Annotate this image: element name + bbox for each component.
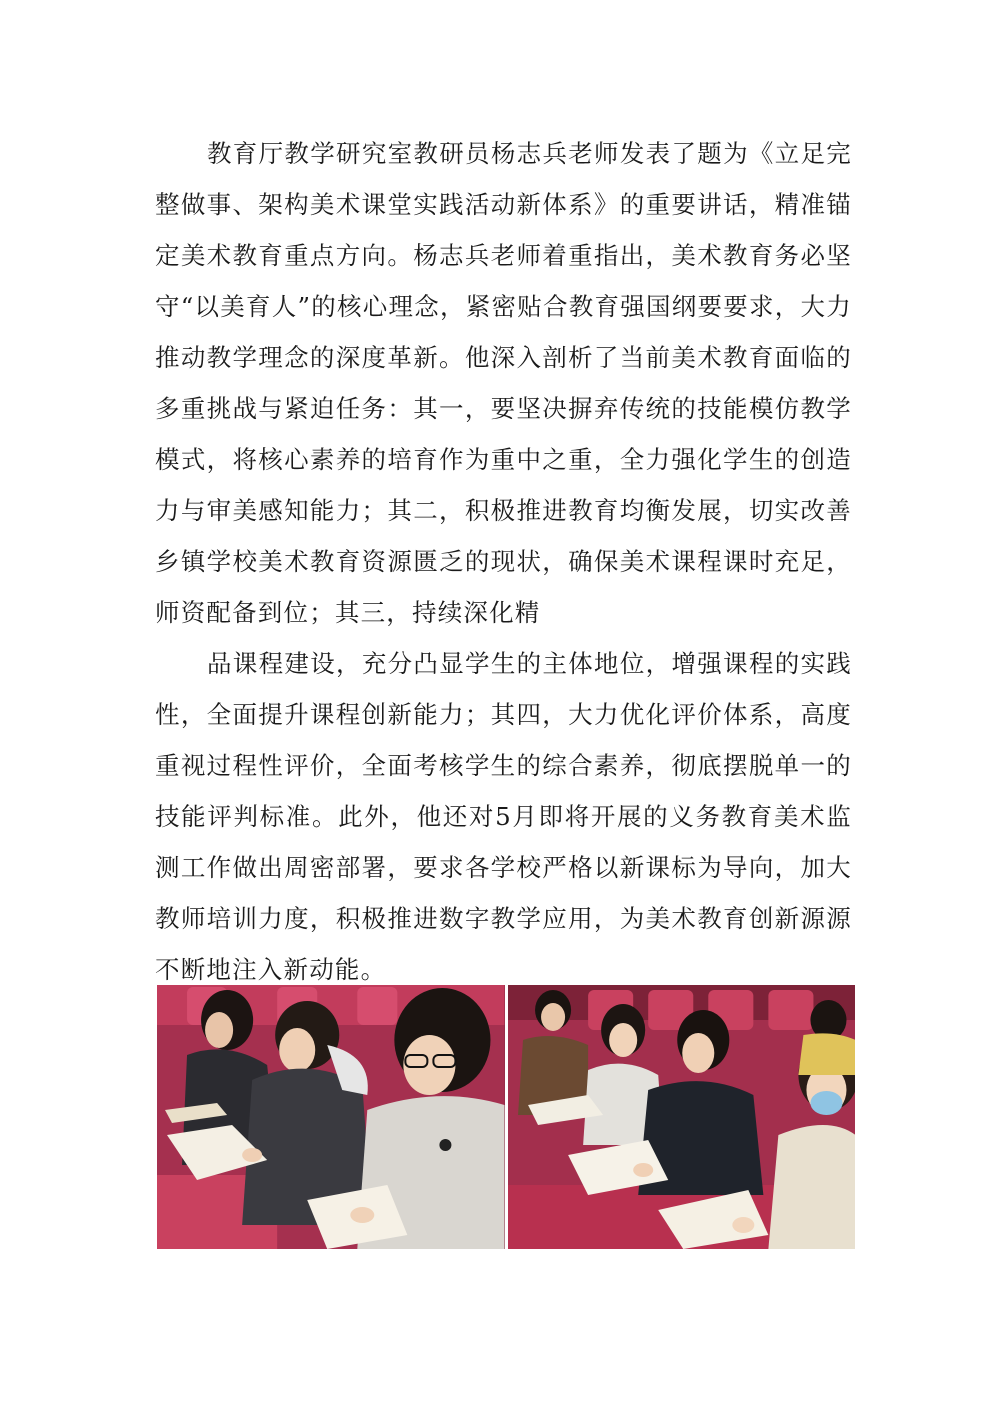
teachers-notes-image bbox=[157, 985, 505, 1249]
left-photo-teachers-notes bbox=[157, 985, 505, 1249]
photo-row bbox=[157, 985, 855, 1249]
article-body bbox=[155, 128, 852, 995]
audience-image bbox=[508, 985, 856, 1249]
paragraph-speech-summary: 教育厅教学研究室教研员杨志兵老师发表了题为《立足完整做事、架构美术课堂实践活动新体系》的重要讲话，精准锚定美术教育重点方向。杨志兵老师着重指出，美术教育务必坚守“以美育人”的核心理念，紧密贴合教育强国纲要要求，大力推动教学理念的深度革新。他深入剖析了当前美术教育面临的多重挑战与紧迫任务：其一，要坚决摒弃传统的技能模仿教学模式，将核心素养的培育作为重中之重，全力强化学生的创造力与审美感知能力；其二，积极推进教育均衡发展，切实改善乡镇学校美术教育资源匮乏的现状，确保美术课程课时充足，师资配备到位；其三，持续深化精 bbox=[155, 139, 852, 627]
right-photo-audience bbox=[508, 985, 856, 1249]
paragraph-speech-continued: 品课程建设，充分凸显学生的主体地位，增强课程的实践性，全面提升课程创新能力；其四，大力优化评价体系，高度重视过程性评价，全面考核学生的综合素养，彻底摆脱单一的技能评判标准。此外，他还对5月即将开展的义务教育美术监测工作做出周密部署，要求各学校严格以新课标为导向，加大教师培训力度，积极推进数字教学应用，为美术教育创新源源不断地注入新动能。 bbox=[155, 649, 852, 984]
